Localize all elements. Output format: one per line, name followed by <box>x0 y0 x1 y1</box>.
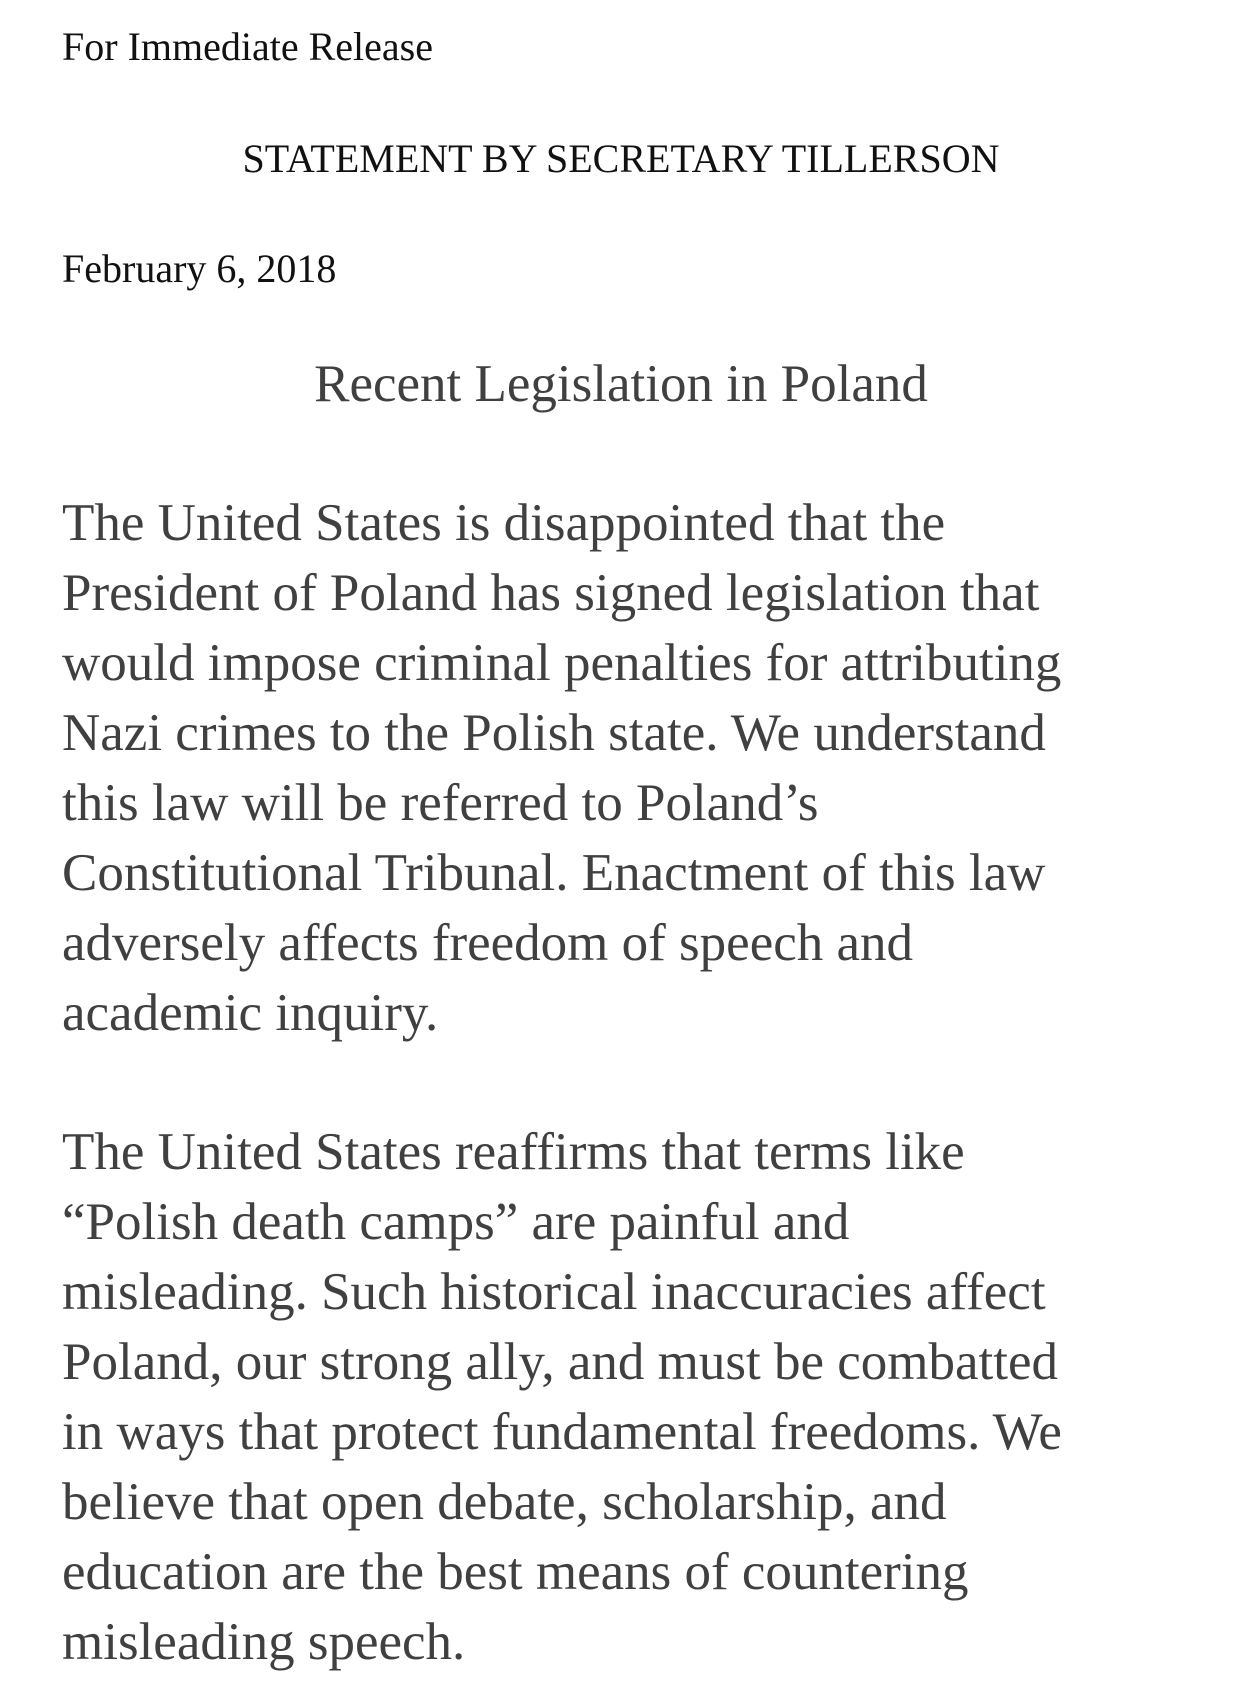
paragraph-line: Poland, our strong ally, and must be combatted <box>62 1333 1059 1391</box>
paragraph-line: Nazi crimes to the Polish state. We understand <box>62 704 1046 762</box>
paragraph-line: misleading. Such historical inaccuracies affect <box>62 1263 1046 1321</box>
paragraph-line: academic inquiry. <box>62 984 439 1042</box>
paragraph-line: in ways that protect fundamental freedoms. We <box>62 1403 1062 1461</box>
paragraph-line: would impose criminal penalties for attributing <box>62 634 1062 692</box>
paragraph-2 <box>62 1117 1062 1677</box>
statement-heading: STATEMENT BY SECRETARY TILLERSON <box>242 136 1000 181</box>
release-label: For Immediate Release <box>62 24 433 69</box>
paragraph-line: misleading speech. <box>62 1613 466 1671</box>
document-title: Recent Legislation in Poland <box>314 355 928 413</box>
paragraph-1 <box>62 488 1061 1048</box>
paragraph-line: this law will be referred to Poland’s <box>62 774 819 832</box>
paragraph-line: believe that open debate, scholarship, and <box>62 1473 947 1531</box>
paragraph-line: The United States is disappointed that the <box>62 494 946 552</box>
paragraph-line: The United States reaffirms that terms like <box>62 1123 965 1181</box>
paragraph-line: President of Poland has signed legislation that <box>62 564 1040 622</box>
paragraph-line: Constitutional Tribunal. Enactment of this law <box>62 844 1046 902</box>
paragraph-line: adversely affects freedom of speech and <box>62 914 914 972</box>
paragraph-line: “Polish death camps” are painful and <box>62 1193 850 1251</box>
paragraph-line: education are the best means of countering <box>62 1543 969 1601</box>
release-date: February 6, 2018 <box>62 246 337 291</box>
